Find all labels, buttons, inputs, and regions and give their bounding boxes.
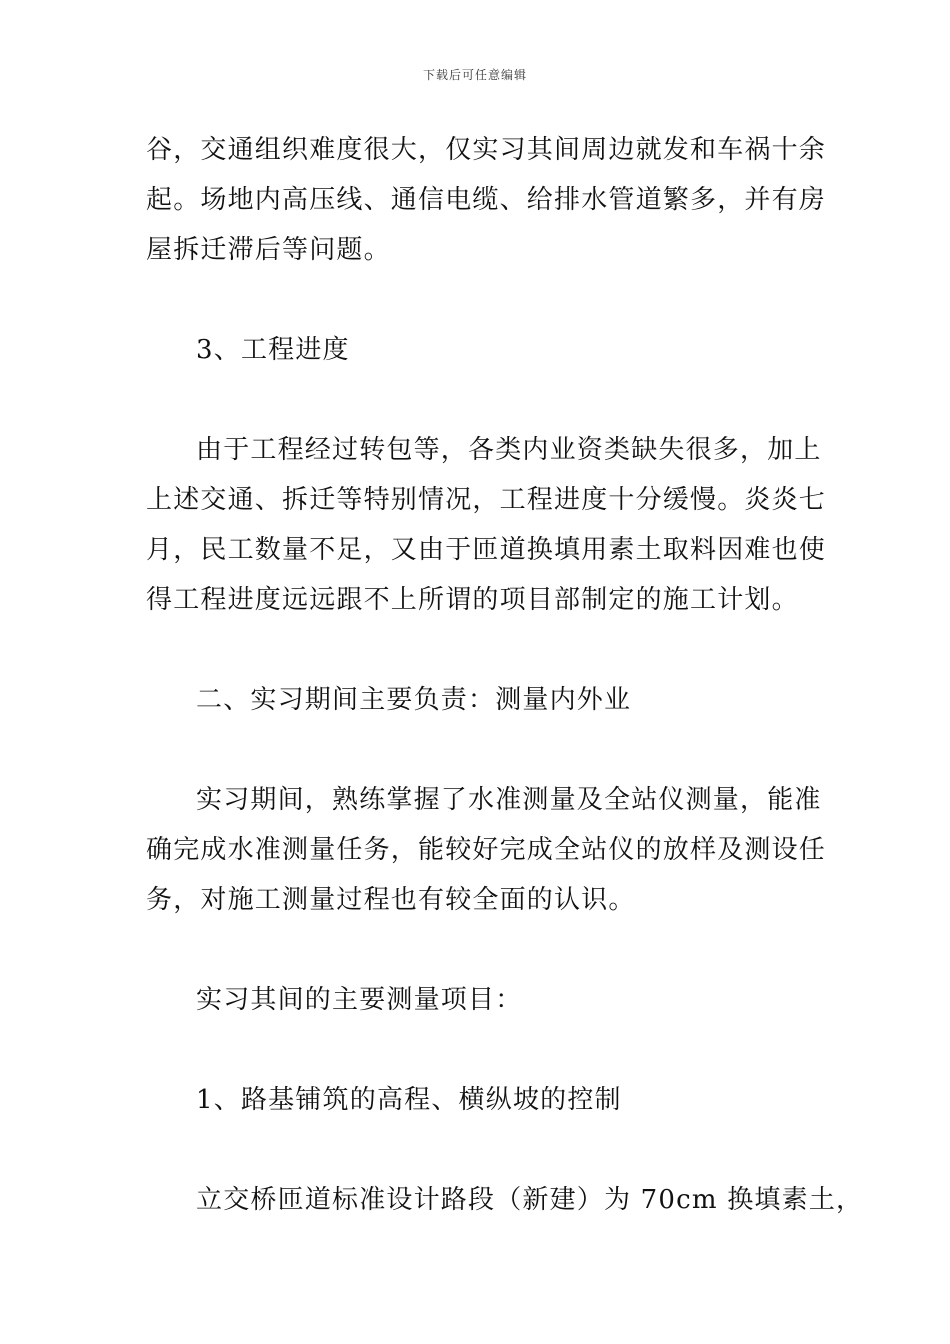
paragraph-3-line-2: 确完成水准测量任务，能较好完成全站仪的放样及测设任 bbox=[146, 835, 827, 865]
section-heading-responsibilities: 二、实习期间主要负责：测量内外业 bbox=[196, 685, 632, 715]
item-heading-1: 1、路基铺筑的高程、横纵坡的控制 bbox=[196, 1085, 622, 1115]
paragraph-4: 实习其间的主要测量项目： bbox=[196, 985, 523, 1015]
paragraph-2-line-3: 月，民工数量不足，又由于匝道换填用素土取料因难也使 bbox=[146, 535, 827, 565]
paragraph-2-line-1: 由于工程经过转包等，各类内业资类缺失很多，加上 bbox=[196, 435, 822, 465]
paragraph-2-line-4: 得工程进度远远跟不上所谓的项目部制定的施工计划。 bbox=[146, 585, 799, 615]
paragraph-3-line-1: 实习期间，熟练掌握了水准测量及全站仪测量，能准 bbox=[196, 785, 822, 815]
paragraph-5-line-1: 立交桥匝道标准设计路段（新建）为 70cm 换填素土， bbox=[196, 1185, 864, 1215]
paragraph-1-line-1: 谷，交通组织难度很大，仅实习其间周边就发和车祸十余 bbox=[146, 135, 827, 165]
section-heading-progress: 3、工程进度 bbox=[196, 335, 350, 365]
paragraph-2-line-2: 上述交通、拆迁等特别情况，工程进度十分缓慢。炎炎七 bbox=[146, 485, 827, 515]
paragraph-1-line-3: 屋拆迁滞后等问题。 bbox=[146, 235, 391, 265]
paragraph-1-line-2: 起。场地内高压线、通信电缆、给排水管道繁多，并有房 bbox=[146, 185, 827, 215]
paragraph-3-line-3: 务，对施工测量过程也有较全面的认识。 bbox=[146, 885, 636, 915]
page-header-note: 下载后可任意编辑 bbox=[422, 68, 527, 82]
